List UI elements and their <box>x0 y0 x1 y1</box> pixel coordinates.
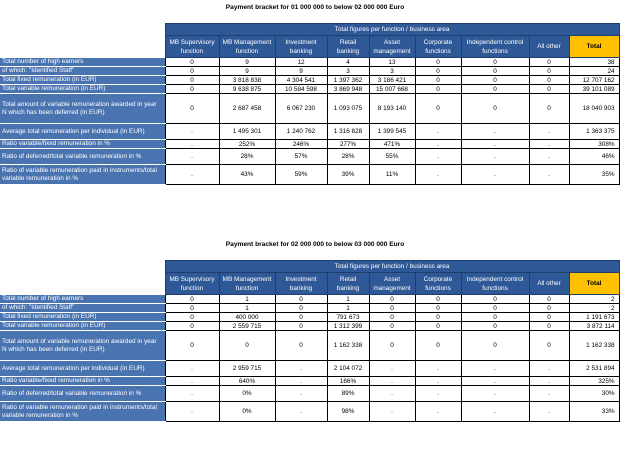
value-cell: 0 <box>415 85 461 94</box>
value-cell: 0 <box>415 313 461 322</box>
table-row <box>0 313 619 322</box>
value-cell: . <box>461 402 529 422</box>
value-cell: 0 <box>529 76 569 85</box>
column-header: Total <box>569 36 619 58</box>
value-cell: 2 959 715 <box>219 361 275 377</box>
total-cell: 2 <box>569 295 619 304</box>
total-cell: 2 531 894 <box>569 361 619 377</box>
value-cell: . <box>275 402 327 422</box>
value-cell: . <box>369 386 415 402</box>
value-cell: 9 <box>275 67 327 76</box>
section-title: Payment bracket for 02 000 000 to below 03 000 000 Euro <box>225 241 405 248</box>
value-cell: 2 559 715 <box>219 322 275 331</box>
value-cell: 4 304 541 <box>275 76 327 85</box>
value-cell: 0 <box>529 67 569 76</box>
value-cell: . <box>415 149 461 165</box>
value-cell: 1 <box>219 295 275 304</box>
total-cell: 39 101 089 <box>569 85 619 94</box>
value-cell: 1 240 762 <box>275 124 327 140</box>
value-cell: . <box>415 386 461 402</box>
value-cell: 0 <box>461 313 529 322</box>
total-cell: 1 363 375 <box>569 124 619 140</box>
column-header: Investment banking <box>275 273 327 295</box>
value-cell: 0 <box>415 58 461 67</box>
value-cell: . <box>529 377 569 386</box>
table-row <box>0 76 619 85</box>
value-cell: 0 <box>275 304 327 313</box>
value-cell: 0 <box>165 331 219 361</box>
value-cell: 89% <box>327 386 369 402</box>
column-header: Corporate functions <box>415 36 461 58</box>
value-cell: 0% <box>219 386 275 402</box>
column-header: MB Supervisory function <box>165 273 219 295</box>
value-cell: 3 186 421 <box>369 76 415 85</box>
value-cell: 8 193 140 <box>369 94 415 124</box>
value-cell: 0 <box>415 322 461 331</box>
value-cell: 2 104 072 <box>327 361 369 377</box>
value-cell: 0 <box>461 304 529 313</box>
value-cell: 0 <box>529 58 569 67</box>
table-row <box>0 124 619 140</box>
value-cell: 1 <box>219 304 275 313</box>
value-cell: . <box>165 165 219 185</box>
row-label: Ratio of variable remuneration paid in instruments/total variable remuneration in % <box>0 165 165 185</box>
total-cell: 1 162 338 <box>569 331 619 361</box>
value-cell: . <box>165 149 219 165</box>
value-cell: 98% <box>327 402 369 422</box>
value-cell: 0 <box>461 85 529 94</box>
column-header: MB Management function <box>219 273 275 295</box>
column-header: MB Supervisory function <box>165 36 219 58</box>
remuneration-table <box>0 23 620 185</box>
value-cell: 0 <box>369 304 415 313</box>
value-cell: . <box>461 361 529 377</box>
value-cell: 12 <box>275 58 327 67</box>
value-cell: 0 <box>415 295 461 304</box>
table-row <box>0 402 619 422</box>
value-cell: 1 316 828 <box>327 124 369 140</box>
table-row <box>0 295 619 304</box>
value-cell: 0 <box>219 331 275 361</box>
value-cell: 277% <box>327 140 369 149</box>
value-cell: 0 <box>529 85 569 94</box>
value-cell: . <box>275 377 327 386</box>
row-label: Ratio of deferred/total variable remuneration in % <box>0 149 165 165</box>
value-cell: 0 <box>529 304 569 313</box>
total-cell: 1 191 673 <box>569 313 619 322</box>
column-header-row <box>0 36 619 58</box>
row-label: Total amount of variable remuneration awarded in year N which has been deferred (in EUR) <box>0 331 165 361</box>
total-cell: 46% <box>569 149 619 165</box>
value-cell: 246% <box>275 140 327 149</box>
value-cell: 59% <box>275 165 327 185</box>
value-cell: 0 <box>165 94 219 124</box>
value-cell: 252% <box>219 140 275 149</box>
value-cell: 13 <box>369 58 415 67</box>
total-cell: 18 040 903 <box>569 94 619 124</box>
value-cell: 0 <box>415 331 461 361</box>
group-header: Total figures per function / business area <box>165 24 619 36</box>
table-row <box>0 149 619 165</box>
table-row <box>0 67 619 76</box>
header-spacer <box>0 36 165 58</box>
total-cell: 35% <box>569 165 619 185</box>
row-label: Average total remuneration per individual (in EUR) <box>0 361 165 377</box>
row-label: Total amount of variable remuneration awarded in year N which has been deferred (in EUR) <box>0 94 165 124</box>
value-cell: . <box>369 402 415 422</box>
value-cell: . <box>415 361 461 377</box>
value-cell: 0 <box>369 313 415 322</box>
remuneration-table <box>0 260 620 422</box>
total-cell: 38 <box>569 58 619 67</box>
value-cell: 471% <box>369 140 415 149</box>
header-spacer <box>0 24 165 36</box>
table-row <box>0 304 619 313</box>
value-cell: . <box>529 124 569 140</box>
value-cell: 0 <box>165 295 219 304</box>
value-cell: 0 <box>529 313 569 322</box>
value-cell: 0 <box>461 58 529 67</box>
column-header: Corporate functions <box>415 273 461 295</box>
table-row <box>0 94 619 124</box>
value-cell: 3 869 948 <box>327 85 369 94</box>
value-cell: 3 <box>327 67 369 76</box>
value-cell: . <box>369 361 415 377</box>
value-cell: 0 <box>529 331 569 361</box>
total-cell: 3 872 114 <box>569 322 619 331</box>
row-label: Average total remuneration per individual (in EUR) <box>0 124 165 140</box>
row-label: Total variable remuneration (in EUR) <box>0 322 165 331</box>
value-cell: 1 495 301 <box>219 124 275 140</box>
column-header: Retail banking <box>327 273 369 295</box>
value-cell: . <box>461 124 529 140</box>
value-cell: 791 673 <box>327 313 369 322</box>
value-cell: . <box>415 124 461 140</box>
value-cell: 0 <box>165 313 219 322</box>
value-cell: 0 <box>461 295 529 304</box>
value-cell: . <box>415 377 461 386</box>
value-cell: . <box>165 140 219 149</box>
column-header: Asset management <box>369 36 415 58</box>
value-cell: 0 <box>461 322 529 331</box>
value-cell: . <box>415 402 461 422</box>
row-label: Total number of high earners <box>0 295 165 304</box>
value-cell: . <box>529 402 569 422</box>
column-header: MB Management function <box>219 36 275 58</box>
value-cell: 0 <box>369 295 415 304</box>
value-cell: 1 <box>327 304 369 313</box>
value-cell: . <box>275 386 327 402</box>
row-label: of which: "Identified Staff" <box>0 67 165 76</box>
value-cell: 28% <box>327 149 369 165</box>
value-cell: 1 312 399 <box>327 322 369 331</box>
column-header: Total <box>569 273 619 295</box>
value-cell: . <box>165 402 219 422</box>
column-header-row <box>0 273 619 295</box>
value-cell: 400 000 <box>219 313 275 322</box>
value-cell: 0 <box>165 304 219 313</box>
value-cell: 0 <box>165 76 219 85</box>
value-cell: . <box>529 361 569 377</box>
value-cell: 0 <box>165 85 219 94</box>
total-cell: 12 707 162 <box>569 76 619 85</box>
table-row <box>0 331 619 361</box>
value-cell: 0 <box>529 94 569 124</box>
value-cell: 43% <box>219 165 275 185</box>
table-row <box>0 361 619 377</box>
value-cell: 0 <box>165 322 219 331</box>
table-row <box>0 165 619 185</box>
value-cell: 0 <box>415 67 461 76</box>
value-cell: 0 <box>461 67 529 76</box>
header-spacer <box>0 261 165 273</box>
value-cell: 0 <box>461 76 529 85</box>
value-cell: 15 007 668 <box>369 85 415 94</box>
value-cell: 3 <box>369 67 415 76</box>
value-cell: 0% <box>219 402 275 422</box>
table-row <box>0 140 619 149</box>
total-cell: 308% <box>569 140 619 149</box>
value-cell: . <box>461 377 529 386</box>
value-cell: 28% <box>219 149 275 165</box>
value-cell: . <box>165 386 219 402</box>
table-row <box>0 85 619 94</box>
column-header: All other <box>529 36 569 58</box>
table-row <box>0 322 619 331</box>
value-cell: 11% <box>369 165 415 185</box>
row-label: Total fixed remuneration (in EUR) <box>0 313 165 322</box>
row-label: Total fixed remuneration (in EUR) <box>0 76 165 85</box>
value-cell: 0 <box>415 304 461 313</box>
value-cell: 0 <box>275 295 327 304</box>
value-cell: 3 818 838 <box>219 76 275 85</box>
value-cell: . <box>529 165 569 185</box>
value-cell: 0 <box>369 322 415 331</box>
value-cell: 4 <box>327 58 369 67</box>
value-cell: 9 638 875 <box>219 85 275 94</box>
value-cell: 0 <box>415 94 461 124</box>
value-cell: 166% <box>327 377 369 386</box>
row-label: Ratio of deferred/total variable remuneration in % <box>0 386 165 402</box>
value-cell: 0 <box>275 331 327 361</box>
column-header: All other <box>529 273 569 295</box>
group-header-row <box>0 261 619 273</box>
row-label: of which: "Identified Staff" <box>0 304 165 313</box>
value-cell: 10 584 598 <box>275 85 327 94</box>
value-cell: 0 <box>415 76 461 85</box>
value-cell: 0 <box>461 331 529 361</box>
column-header: Independent control functions <box>461 273 529 295</box>
value-cell: . <box>529 386 569 402</box>
value-cell: 6 067 230 <box>275 94 327 124</box>
value-cell: . <box>369 377 415 386</box>
value-cell: 0 <box>461 94 529 124</box>
value-cell: 1 397 362 <box>327 76 369 85</box>
value-cell: . <box>275 361 327 377</box>
row-label: Total variable remuneration (in EUR) <box>0 85 165 94</box>
value-cell: . <box>461 165 529 185</box>
row-label: Total number of high earners <box>0 58 165 67</box>
row-label: Ratio variable/fixed remuneration in % <box>0 140 165 149</box>
value-cell: 57% <box>275 149 327 165</box>
value-cell: . <box>415 140 461 149</box>
value-cell: . <box>461 140 529 149</box>
value-cell: . <box>165 361 219 377</box>
value-cell: . <box>461 149 529 165</box>
row-label: Ratio variable/fixed remuneration in % <box>0 377 165 386</box>
column-header: Independent control functions <box>461 36 529 58</box>
value-cell: 0 <box>165 67 219 76</box>
column-header: Investment banking <box>275 36 327 58</box>
total-cell: 325% <box>569 377 619 386</box>
value-cell: 1 162 338 <box>327 331 369 361</box>
value-cell: 0 <box>529 322 569 331</box>
total-cell: 30% <box>569 386 619 402</box>
column-header: Retail banking <box>327 36 369 58</box>
value-cell: 2 687 458 <box>219 94 275 124</box>
total-cell: 2 <box>569 304 619 313</box>
group-header: Total figures per function / business area <box>165 261 619 273</box>
value-cell: 9 <box>219 58 275 67</box>
value-cell: 0 <box>369 331 415 361</box>
table-row <box>0 377 619 386</box>
table-row <box>0 58 619 67</box>
value-cell: 39% <box>327 165 369 185</box>
value-cell: 0 <box>165 58 219 67</box>
value-cell: . <box>529 149 569 165</box>
section-title: Payment bracket for 01 000 000 to below 02 000 000 Euro <box>225 4 405 11</box>
value-cell: 1 399 545 <box>369 124 415 140</box>
table-row <box>0 386 619 402</box>
header-spacer <box>0 273 165 295</box>
value-cell: 55% <box>369 149 415 165</box>
value-cell: . <box>165 124 219 140</box>
value-cell: . <box>461 386 529 402</box>
value-cell: 0 <box>275 313 327 322</box>
value-cell: . <box>165 377 219 386</box>
total-cell: 33% <box>569 402 619 422</box>
value-cell: 0 <box>529 295 569 304</box>
value-cell: 1 <box>327 295 369 304</box>
value-cell: 9 <box>219 67 275 76</box>
column-header: Asset management <box>369 273 415 295</box>
group-header-row <box>0 24 619 36</box>
value-cell: . <box>529 140 569 149</box>
value-cell: 0 <box>275 322 327 331</box>
total-cell: 24 <box>569 67 619 76</box>
row-label: Ratio of variable remuneration paid in instruments/total variable remuneration in % <box>0 402 165 422</box>
value-cell: 640% <box>219 377 275 386</box>
value-cell: . <box>415 165 461 185</box>
value-cell: 1 093 075 <box>327 94 369 124</box>
